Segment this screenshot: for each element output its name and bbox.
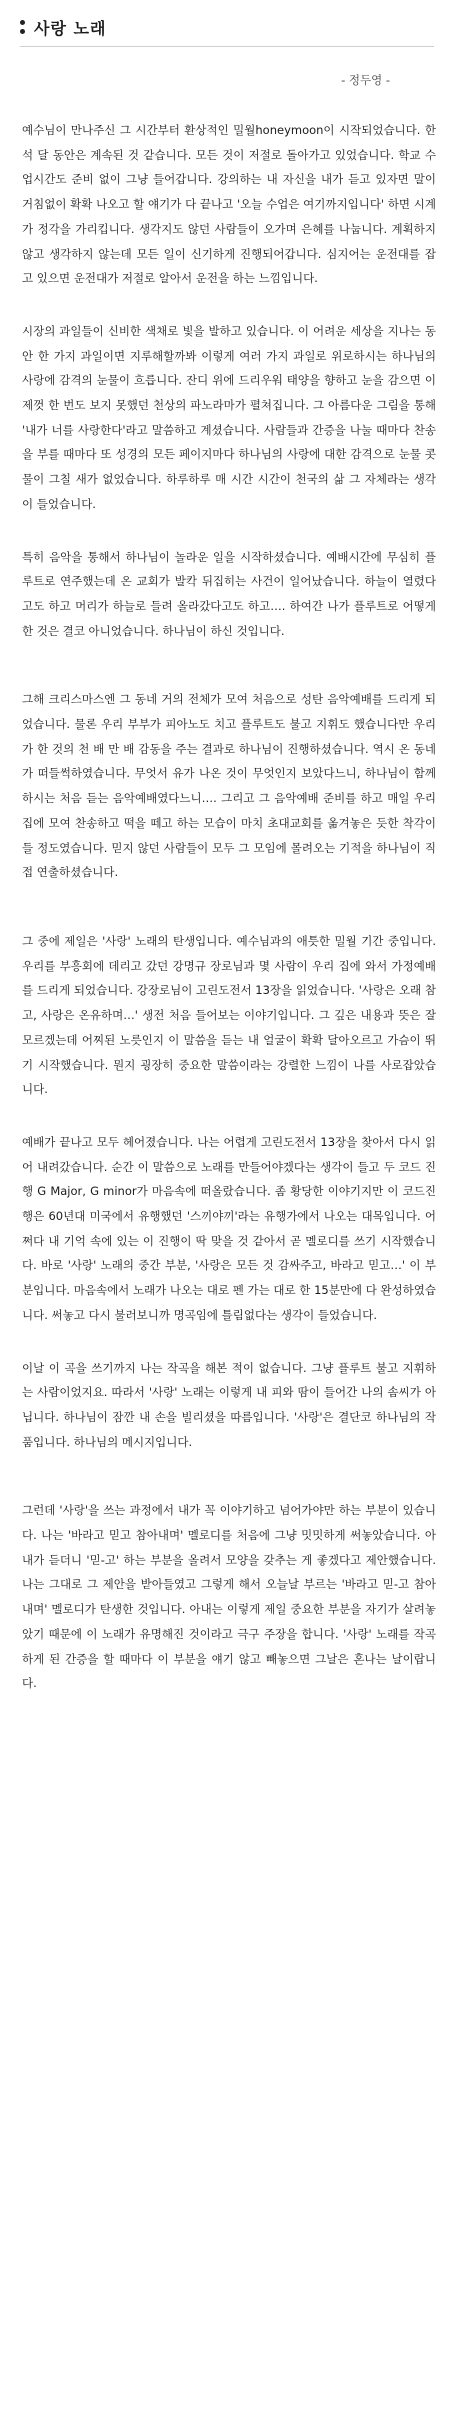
paragraph-3: 특히 음악을 통해서 하나님이 놀라운 일을 시작하셨습니다. 예배시간에 무심히 플루트로 연주했는데 온 교회가 발칵 뒤집히는 사건이 일어났습니다. 하늘이 열렸다고도 하고 머리가 하늘로 들려 올라갔다고도 하고…. 하여간 나가 플루트로 어떻게 한 것은 결코 아니었습니다. 하나님이 하신 것입니다.: [22, 549, 436, 638]
author-name: - 정두영 -: [341, 73, 390, 87]
article-header: [20, 16, 434, 38]
paragraph-2: 시장의 과일들이 신비한 색채로 빛을 발하고 있습니다. 이 어려운 세상을 지나는 동안 한 가지 과일이면 지루해할까봐 이렇게 여러 가지 과일로 위로하시는 하나님의 사랑에 감격의 눈물이 흐릅니다. 잔디 위에 드리우워 태양을 향하고 눈을 감으면 이제껏 한 번도 보지 못했던 천상의 파노라마가 펼쳐집니다. 그 아름다운 그림을 통해 '내가 너를 사랑한다'라고 말씀하고 계셨습니다. 사람들과 간증을 나눌 때마다 찬송을 부를 때마다 또 성경의 모든 페이지마다 하나님의 사랑에 대한 감격으로 눈물 콧물이 그칠 새가 없었습니다. 하루하루 매 시간 시간이 천국의 삶 그 자체라는 생각이 들었습니다.: [22, 323, 436, 511]
article-title: 사랑 노래: [34, 19, 107, 38]
paragraph-7: 이날 이 곡을 쓰기까지 나는 작곡을 해본 적이 없습니다. 그냥 플루트 불고 지휘하는 사람이었지요. 따라서 '사랑' 노래는 이렇게 내 피와 땀이 들어간 나의 솜씨가 아닙니다. 하나님이 잠깐 내 손을 빌리셨을 따름입니다. '사랑'은 결단코 하나님의 작품입니다. 하나님의 메시지입니다.: [22, 1360, 436, 1449]
paragraph-8: 그런데 '사랑'을 쓰는 과정에서 내가 꼭 이야기하고 넘어가야만 하는 부분이 있습니다. 나는 '바라고 믿고 참아내며' 멜로디를 처음에 그냥 밋밋하게 써놓았습니다. 아내가 듣더니 '믿-고' 하는 부분을 올려서 모양을 갖추는 게 좋겠다고 제안했습니다. 나는 그대로 그 제안을 받아들였고 그렇게 해서 오늘날 부르는 '바라고 믿-고 참아내며' 멜로디가 탄생한 것입니다. 아내는 이렇게 제일 중요한 부분을 자기가 살려놓았기 때문에 이 노래가 유명해진 것이라고 극구 주장을 합니다. '사랑' 노래를 작곡하게 된 간증을 할 때마다 이 부분을 얘기 않고 빼놓으면 그날은 혼나는 날이랍니다.: [22, 1503, 436, 1691]
article-body: [22, 118, 436, 1696]
paragraph-1: 예수님이 만나주신 그 시간부터 환상적인 밀월honeymoon이 시작되었습니다. 한 석 달 동안은 계속된 것 같습니다. 모든 것이 저절로 돌아가고 있었습니다. 학교 수업시간도 준비 없이 그냥 들어갑니다. 강의하는 내 자신을 내가 듣고 있자면 말이 거침없이 확확 나오고 할 얘기가 다 끝나고 '오늘 수업은 여기까지입니다' 하면 시계가 정각을 가리킵니다. 생각지도 않던 사람들이 오가며 은혜를 나눕니다. 계획하지 않고 생각하지 않는데 모든 일이 신기하게 진행되어갑니다. 심지어는 운전대를 잡고 있으면 운전대가 저절로 알아서 운전을 하는 느낌입니다.: [22, 123, 436, 286]
title-divider: [20, 46, 434, 47]
paragraph-5: 그 중에 제일은 '사랑' 노래의 탄생입니다. 예수님과의 애틋한 밀월 기간 중입니다. 우리를 부흥회에 데리고 갔던 강명규 장로님과 몇 사람이 우리 집에 와서 가정예배를 드리게 되었습니다. 강장로님이 고린도전서 13장을 읽었습니다. '사랑은 오래 참고, 사랑은 온유하며…' 생전 처음 들어보는 이야기입니다. 그 깊은 내용과 뜻은 잘 모르겠는데 어찌된 노릇인지 이 말씀을 듣는 내 얼굴이 확확 달아오르고 가슴이 뛰기 시작했습니다. 뭔지 굉장히 중요한 말씀이라는 강렬한 느낌이 나를 사로잡았습니다.: [22, 933, 436, 1097]
bullet-icon: [20, 20, 25, 34]
paragraph-4: 그해 크리스마스엔 그 동네 거의 전체가 모여 처음으로 성탄 음악예배를 드리게 되었습니다. 물론 우리 부부가 피아노도 치고 플루트도 불고 지휘도 했습니다만 우리가 한 것의 천 배 만 배 감동을 주는 결과로 하나님이 진행하셨습니다. 역시 온 동네가 떠들썩하였습니다. 무엇서 유가 나온 것이 무엇인지 보았다느니, 하나님이 함께 하시는 처음 듣는 음악예배였다느니…. 그리고 그 음악예배 준비를 하고 매일 우리 집에 모여 찬송하고 떡을 떼고 하는 모습이 마치 초대교회를 옮겨놓은 듯한 착각이 들 정도였습니다. 믿지 않던 사람들이 모두 그 모임에 몰려오는 기적을 하나님이 직접 연출하셨습니다.: [22, 692, 436, 880]
paragraph-6: 예배가 끝나고 모두 헤어졌습니다. 나는 어렵게 고린도전서 13장을 찾아서 다시 읽어 내려갔습니다. 순간 이 말씀으로 노래를 만들어야겠다는 생각이 들고 두 코드 진행 G Major, G minor가 마음속에 떠올랐습니다. 좀 황당한 이야기지만 이 코드진행은 60년대 미국에서 유행했던 '스끼야끼'라는 유행가에서 나오는 대목입니다. 어쩌다 내 기억 속에 있는 이 진행이 딱 맞을 것 같아서 곧 멜로디를 쓰기 시작했습니다. 바로 '사랑' 노래의 중간 부분, '사랑은 모든 것 감싸주고, 바라고 믿고…' 이 부분입니다. 마음속에서 노래가 나오는 대로 펜 가는 대로 한 15분만에 다 완성하였습니다. 써놓고 다시 불러보니까 명곡임에 틀림없다는 생각이 들었습니다.: [22, 1134, 436, 1322]
